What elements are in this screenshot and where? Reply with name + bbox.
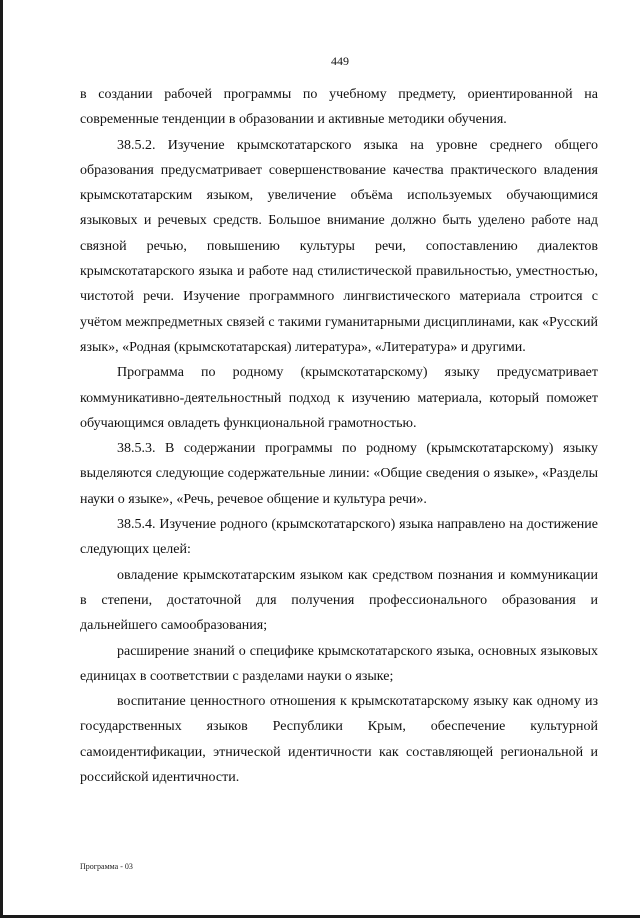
paragraph-continuation: в создании рабочей программы по учебному предмету, ориентированной на современные тенденции в образовании и активные методики обучения. xyxy=(80,87,598,128)
page-number: 449 xyxy=(331,54,349,68)
paragraph-goal-3: воспитание ценностного отношения к крымскотатарскому языку как одному из государственных языков Республики Крым, обеспечение культурной самоидентификации, этнической идентичности как составляющей региональной и российской идентичности. xyxy=(80,694,598,786)
page-footer: Программа - 03 xyxy=(80,862,133,871)
body-text xyxy=(80,82,598,790)
paragraph-38-5-4: 38.5.4. Изучение родного (крымскотатарского) языка направлено на достижение следующих целей: xyxy=(80,517,598,558)
paragraph-goal-1: овладение крымскотатарским языком как средством познания и коммуникации в степени, достаточной для получения профессионального образования и дальнейшего самообразования; xyxy=(80,567,598,634)
scan-edge-left xyxy=(0,0,3,918)
paragraph-38-5-3: 38.5.3. В содержании программы по родному (крымскотатарскому) языку выделяются следующие содержательные линии: «Общие сведения о языке», «Разделы науки о языке», «Речь, речевое общение и культура речи». xyxy=(80,441,598,507)
paragraph-program: Программа по родному (крымскотатарскому) языку предусматривает коммуникативно-деятельностный подход к изучению материала, который поможет обучающимся овладеть функциональной грамотностью. xyxy=(80,365,598,431)
paragraph-38-5-2: 38.5.2. Изучение крымскотатарского языка на уровне среднего общего образования предусматривает совершенствование качества практического владения крымскотатарским языком, увеличение объёма используемых обучающимися языковых и речевых средств. Большое внимание должно быть уделено работе над связной речью, повышению культуры речи, сопоставлению диалектов крымскотатарского языка и работе над стилистической правильностью, уместностью, чистотой речи. Изучение программного лингвистического материала строится с учётом межпредметных связей с такими гуманитарными дисциплинами, как «Русский язык», «Родная (крымскотатарская) литература», «Литература» и другими. xyxy=(80,137,598,355)
paragraph-goal-2: расширение знаний о специфике крымскотатарского языка, основных языковых единицах в соответствии с разделами науки о языке; xyxy=(80,643,598,684)
